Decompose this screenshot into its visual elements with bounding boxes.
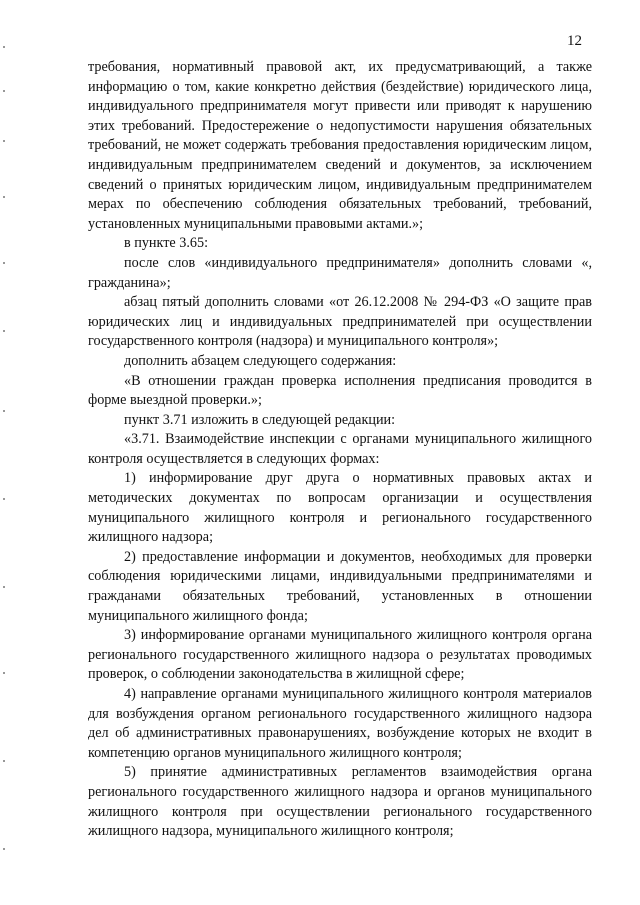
- document-body: [88, 58, 592, 842]
- scan-dot: [3, 90, 5, 92]
- list-item: 4) направление органами муниципального жилищного контроля материалов для возбуждения органом регионального государственного жилищного надзора дел об административных правонарушениях, возбуждение которых не входит в компетенцию органов муниципального жилищного контроля;: [88, 686, 592, 761]
- paragraph: после слов «индивидуального предпринимателя» дополнить словами «, гражданина»;: [88, 254, 592, 291]
- list-item: 5) принятие административных регламентов взаимодействия органа регионального государственного жилищного надзора и органов муниципального жилищного контроля при осуществлении регионального государственного жилищного надзора, муниципального жилищного контроля;: [88, 764, 592, 840]
- scan-dot: [3, 760, 5, 762]
- scan-edge-marks: [0, 0, 8, 905]
- page-number: 12: [567, 33, 582, 49]
- paragraph: дополнить абзацем следующего содержания:: [124, 352, 397, 369]
- scan-dot: [3, 140, 5, 142]
- paragraph-continuation: требования, нормативный правовой акт, их предусматривающий, а также информацию о том, какие конкретно действия (бездействие) юридического лица, индивидуального предпринимателя могут привести или приводят к нарушению этих требований. Предостережение о недопустимости нарушения обязательных требований, не может содержать требования предоставления юридическим лицом, индивидуальным предпринимателем сведений и документов, за исключением сведений о принятых юридическим лицом, индивидуальным предпринимателем мерах по обеспечению соблюдения обязательных требований, требований, установленных муниципальными правовыми актами.»;: [88, 59, 592, 232]
- paragraph: «3.71. Взаимодействие инспекции с органами муниципального жилищного контроля осуществляется в следующих формах:: [88, 431, 592, 467]
- scan-dot: [3, 330, 5, 332]
- scan-dot: [3, 848, 5, 850]
- paragraph: «В отношении граждан проверка исполнения предписания проводится в форме выездной проверки.»;: [88, 372, 592, 409]
- list-item: 1) информирование друг друга о нормативных правовых актах и методических документах по вопросам организации и осуществления муниципального жилищного контроля и регионального государственного жилищного надзора;: [88, 470, 592, 546]
- scan-dot: [3, 498, 5, 500]
- paragraph: абзац пятый дополнить словами «от 26.12.2008 № 294-ФЗ «О защите прав юридических лиц и индивидуальных предпринимателей при осуществлении государственного контроля (надзора) и муниципального контроля»;: [88, 294, 592, 350]
- scan-dot: [3, 262, 5, 264]
- scan-dot: [3, 46, 5, 48]
- scan-dot: [3, 672, 5, 674]
- list-item: 3) информирование органами муниципального жилищного контроля органа регионального государственного жилищного надзора о результатах проводимых проверок, о соблюдении законодательства в жилищной сфере;: [88, 627, 592, 683]
- scan-dot: [3, 410, 5, 412]
- paragraph: в пункте 3.65:: [124, 235, 209, 252]
- list-item: 2) предоставление информации и документов, необходимых для проверки соблюдения юридическими лицами, индивидуальными предпринимателями и гражданами обязательных требований, установленных в отношении муниципального жилищного фонда;: [88, 548, 592, 624]
- paragraph: пункт 3.71 изложить в следующей редакции:: [124, 411, 396, 428]
- scan-dot: [3, 196, 5, 198]
- scan-dot: [3, 586, 5, 588]
